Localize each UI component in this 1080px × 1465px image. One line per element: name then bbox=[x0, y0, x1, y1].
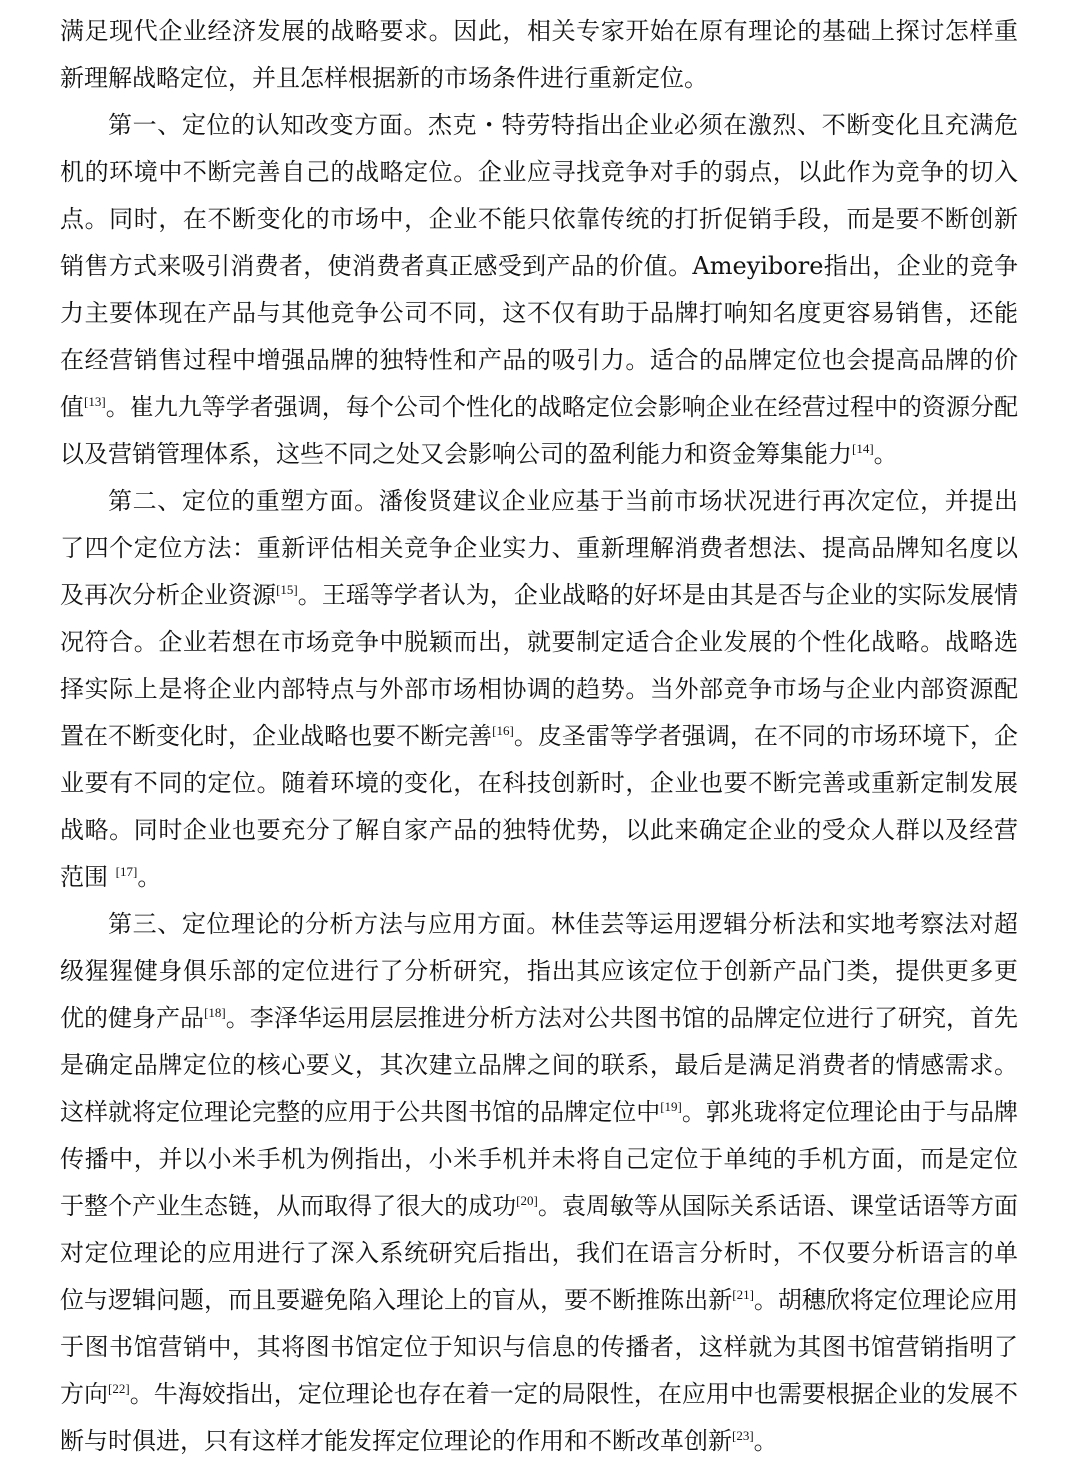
paragraph-text: 满足现代企业经济发展的战略要求。因此，相关专家开始在原有理论的基础上探讨怎样重新理解战略定位，并且怎样根据新的市场条件进行重新定位。 bbox=[60, 17, 1018, 92]
document-page bbox=[60, 8, 1018, 1465]
citation-marker: [19] bbox=[660, 1099, 682, 1114]
paragraph-text: 。胡穗欣将定位理论应用于图书馆营销中，其将图书馆定位于知识与信息的传播者，这样就为其图书馆营销指明了方向 bbox=[60, 1286, 1018, 1408]
paragraph-text: 。 bbox=[873, 440, 898, 468]
body-paragraph bbox=[60, 478, 1018, 901]
body-paragraph bbox=[60, 901, 1018, 1465]
paragraph-text: 。牛海姣指出，定位理论也存在着一定的局限性，在应用中也需要根据企业的发展不断与时俱进，只有这样才能发挥定位理论的作用和不断改革创新 bbox=[60, 1380, 1019, 1455]
citation-marker: [16] bbox=[492, 723, 514, 738]
paragraph-text: 。王瑶等学者认为，企业战略的好坏是由其是否与企业的实际发展情况符合。企业若想在市场竞争中脱颖而出，就要制定适合企业发展的个性化战略。战略选择实际上是将企业内部特点与外部市场相协调的趋势。当外部竞争市场与企业内部资源配置在不断变化时，企业战略也要不断完善 bbox=[60, 581, 1019, 750]
citation-marker: [22] bbox=[108, 1381, 130, 1396]
body-paragraph bbox=[60, 102, 1018, 478]
paragraph-text: 第一、定位的认知改变方面。杰克・特劳特指出企业必须在激烈、不断变化且充满危机的环境中不断完善自己的战略定位。企业应寻找竞争对手的弱点，以此作为竞争的切入点。同时，在不断变化的市场中，企业不能只依靠传统的打折促销手段，而是要不断创新销售方式来吸引消费者，使消费者真正感受到产品的价值。Ameyibore指出，企业的竞争力主要体现在产品与其他竞争公司不同，这不仅有助于品牌打响知名度更容易销售，还能在经营销售过程中增强品牌的独特性和产品的吸引力。适合的品牌定位也会提高品牌的价值 bbox=[60, 111, 1018, 421]
citation-marker: [18] bbox=[204, 1005, 226, 1020]
paragraph-text: 。 bbox=[137, 863, 162, 891]
paragraph-text: 。崔九九等学者强调，每个公司个性化的战略定位会影响企业在经营过程中的资源分配以及营销管理体系，这些不同之处又会影响公司的盈利能力和资金筹集能力 bbox=[60, 393, 1019, 468]
paragraph-text: 第二、定位的重塑方面。潘俊贤建议企业应基于当前市场状况进行再次定位，并提出了四个定位方法：重新评估相关竞争企业实力、重新理解消费者想法、提高品牌知名度以及再次分析企业资源 bbox=[60, 487, 1018, 609]
paragraph-text: 。 bbox=[753, 1427, 778, 1455]
paragraph-text: 第三、定位理论的分析方法与应用方面。林佳芸等运用逻辑分析法和实地考察法对超级猩猩健身俱乐部的定位进行了分析研究，指出其应该定位于创新产品门类，提供更多更优的健身产品 bbox=[60, 910, 1018, 1032]
citation-marker: [17] bbox=[115, 864, 138, 879]
body-paragraph bbox=[60, 8, 1018, 102]
citation-marker: [14] bbox=[852, 441, 874, 456]
paragraph-text: 。李泽华运用层层推进分析方法对公共图书馆的品牌定位进行了研究，首先是确定品牌定位的核心要义，其次建立品牌之间的联系，最后是满足消费者的情感需求。这样就将定位理论完整的应用于公共图书馆的品牌定位中 bbox=[60, 1004, 1019, 1126]
citation-marker: [23] bbox=[732, 1428, 754, 1443]
citation-marker: [21] bbox=[732, 1287, 754, 1302]
citation-marker: [13] bbox=[84, 394, 106, 409]
citation-marker: [15] bbox=[276, 582, 298, 597]
paragraph-text: 。郭兆珑将定位理论由于与品牌传播中，并以小米手机为例指出，小米手机并未将自己定位于单纯的手机方面，而是定位于整个产业生态链，从而取得了很大的成功 bbox=[60, 1098, 1019, 1220]
paragraph-text: 。袁周敏等从国际关系话语、课堂话语等方面对定位理论的应用进行了深入系统研究后指出，我们在语言分析时，不仅要分析语言的单位与逻辑问题，而且要避免陷入理论上的盲从，要不断推陈出新 bbox=[60, 1192, 1019, 1314]
paragraph-text: 。皮圣雷等学者强调，在不同的市场环境下，企业要有不同的定位。随着环境的变化，在科技创新时，企业也要不断完善或重新定制发展战略。同时企业也要充分了解自家产品的独特优势，以此来确定企业的受众人群以及经营范围 bbox=[60, 722, 1019, 891]
citation-marker: [20] bbox=[516, 1193, 538, 1208]
